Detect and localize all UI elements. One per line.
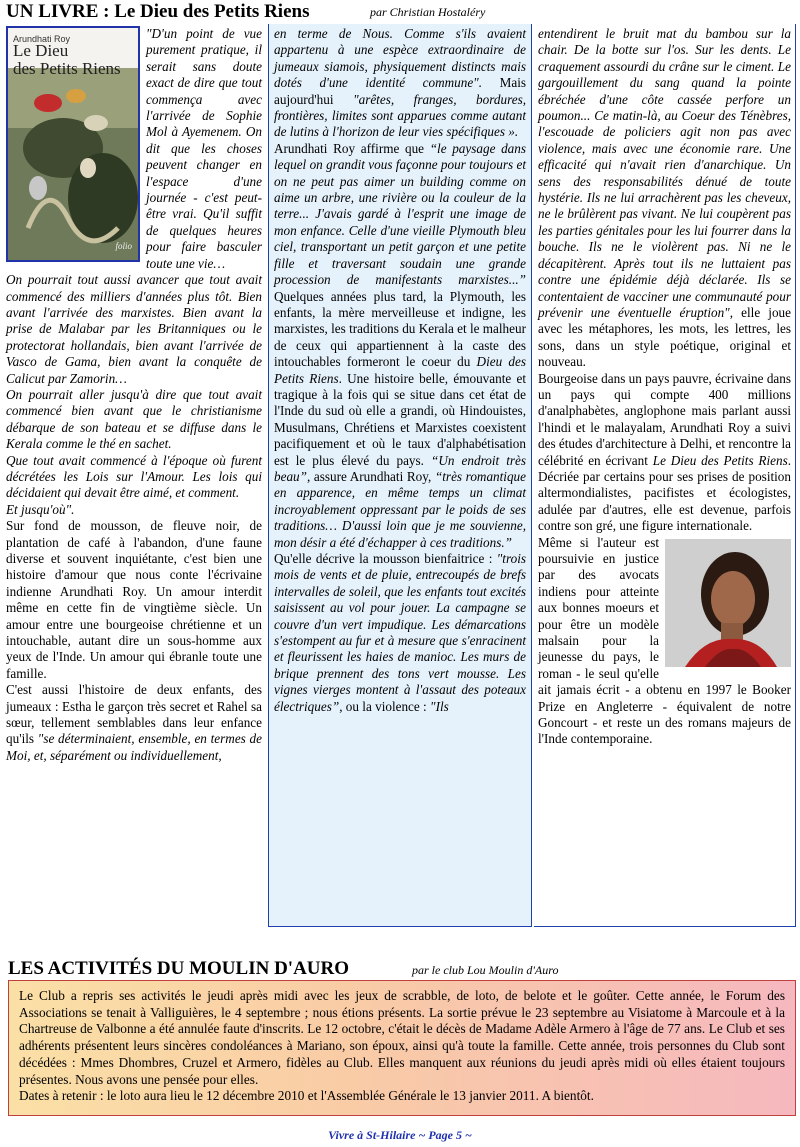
body-paragraph: Le Club a repris ses activités le jeudi après midi avec les jeux de scrabble, de loto, de belote et le goûter. Cette année, le Forum des Associations se tenait à Valliguières, le 4 septembre ; nous étions présents. La sortie prévue le 23 septembre au Visiatome à Marcoule et à la Chartreuse de Valbonne a été annulée faute d'inscrits. Le 12 octobre, c'était le décès de Madame Adèle Armero à l'âge de 77 ans. Le Club et ses adhérents présentent leurs sincères condoléances à Mariano, son époux, ainsi qu'à toute la famille. Cette année, trois personnes du Club sont décédées : Mmes Dhombres, Cruzel et Armero, fidèles au Club. Elles manquent aux réunions du jeudi après midi où elles étaient toujours présentes. Nous avons une pensée pour elles. [19,988,785,1087]
book-author: Arundhati Roy [13,34,71,44]
body-paragraph: Sur fond de mousson, de fleuve noir, de plantation de café à l'abandon, d'une faune diverse et souvent inquiétante, c'est bien une histoire d'amour que nous conte l'écrivaine indienne Arundhati Roy. Un amour interdit même en cette fin de vingtième siècle. Un amour entre une bourgeoise chrétienne et un intouchable, autant dire un sous-homme aux yeux de l'Inde. Un amour qui ébranle toute une famille. [6,518,262,681]
book-cover-image [6,26,140,262]
book-publisher: folio [115,240,132,251]
quote-paragraph: Et jusqu'où". [6,501,75,517]
body-paragraph: Bourgeoise dans un pays pauvre, écrivaine dans un pays qui compte 400 millions d'analphabètes, anglophone mais parlant aussi l'hindi et le malayalam, Arundhati Roy a suivi des études d'architecture à Delhi, et rencontre la célébrité en écrivant Le Dieu des Petits Riens. Décriée par certains pour ses prises de position altermondialistes, pacifistes et écologistes, adulée par d'autres, elle est devenue, parfois contre son gré, une figure internationale. [538,370,791,534]
quote-paragraph: On pourrait aller jusqu'à dire que tout avait commencé bien avant que le christianisme débarque de son bateau et se diffuse dans le Kerala comme le thé en sachet. [6,386,262,452]
article-title: UN LIVRE : Le Dieu des Petits Riens [6,1,310,22]
quote-paragraph: Que tout avait commencé à l'époque où furent décrétées les Lois sur l'Amour. Les lois qui décidaient qui devait être aimé, et comment. [6,452,262,501]
body-paragraph: C'est aussi l'histoire de deux enfants, des jumeaux : Estha le garçon très secret et Rahel sa sœur, tellement semblables dans leur enfance qu'ils "se déterminaient, ensemble, en termes de Moi, et, séparément ou individuellement, [6,682,262,763]
dates-paragraph: Dates à retenir : le loto aura lieu le 12 décembre 2010 et l'Assemblée Générale le 13 janvier 2011. A bientôt. [19,1088,594,1104]
body-paragraph: Qu'elle décrive la mousson bienfaitrice : "trois mois de vents et de pluie, entrecoupés de brefs intervalles de soleil, que les enfants tout excités saisissent au vol pour jouer. La campagne se couvre d'un vert impudique. Les démarcations s'estompent au fur et à mesure que s'enracinent et fleurissent les haies de manioc. Les murs de brique prennent des tons vert mousse. Les vignes vierges montent à l'assaut des poteaux électriques”, ou la violence : "Ils [274,551,526,714]
body-paragraph: entendirent le bruit mat du bambou sur la chair. De la botte sur l'os. Sur les dents. Le craquement assourdi du crâne sur le ciment. Le gargouillement du sang quand la pointe ébréchée d'une côte cassée perfore un poumon... Ce matin-là, au Coeur des Ténèbres, l'escouade de policiers agit non pas avec violence, mais avec une économie rare. Une efficacité qui n'avait rien d'anarchique. Un sens des responsabilités dénué de toute hystérie. Ils ne lui arrachèrent pas les cheveux, ne le brûlèrent pas vivant. Ne lui coupèrent pas les parties génitales pour les lui fourrer dans la bouche. Ils ne le violèrent pas. Ni ne le décapitèrent. Après tout ils ne luttaient pas contre une épidémie déjà déclarée. Ils se contentaient de vacciner une communauté pour prévenir une éventuelle éruption", elle joue avec les métaphores, les mots, les lettres, les sons, dans un style poétique, original et nouveau. [538,26,791,370]
article-column-2 [268,24,532,927]
article-byline: par Christian Hostaléry [370,5,486,19]
section-byline: par le club Lou Moulin d'Auro [412,963,559,977]
body-paragraph: Même si l'auteur est poursuivie en justice par des avocats indiens pour atteinte aux bonnes moeurs et pour être un modèle malsain pour la jeunesse du pays, le roman - le seul qu'elle ait jamais écrit - a obtenu en 1997 le Booker Prize en Angleterre - équivalent de notre Goncourt - et reste un des romans majeurs de l'Inde contemporaine. [538,534,791,747]
quote-paragraph: "D'un point de vue purement pratique, il serait sans doute exact de dire que tout commença avec l'arrivée de Sophie Mol à Ayemenem. On dit que les choses peuvent changer en l'espace d'une journée - c'est peut-être vrai. Qu'il suffit de quelques heures pour faire basculer toute une vie… [146,26,262,271]
body-paragraph: Arundhati Roy affirme que “le paysage dans lequel on grandit vous façonne pour toujours et on ne peut pas aimer un building comme on aime un arbre, une rivière ou la couleur de la terre... J'avais gardé à l'esprit une image de mon enfance. Celle d'une vieille Plymouth bleu ciel, transportant un petit garçon et une petite fille et traversant soudain une grande procession de manifestants marxistes...” Quelques années plus tard, la Plymouth, les enfants, la mère merveilleuse et indigne, les marxistes, les traditions du Kerala et le malheur de ceux qui appartiennent à la caste des intouchables formeront le coeur du Dieu des Petits Riens. Une histoire belle, émouvante et tragique à la fois qui se situe dans cet état de l'Inde du sud où elle a grandi, où Hindouistes, Musulmans, Chrétiens et Marxistes coexistent pacifiquement et où le taux d'alphabétisation est le plus élevé du pays. “Un endroit très beau”, assure Arundhati Roy, “très romantique en apparence, en même temps un climat incroyablement oppressant par le poids de ses traditions… D'aussi loin que je me souvienne, mon désir a été d'échapper à ces traditions.” [274,140,527,550]
book-title: Le Dieu des Petits Riens [13,41,121,78]
club-activities-box [8,980,796,1116]
author-portrait-image [665,539,791,667]
article-column-3 [534,24,796,927]
section-title: LES ACTIVITÉS DU MOULIN D'AURO [8,958,350,979]
page-footer: Vivre à St-Hilaire ~ Page 5 ~ [328,1128,472,1142]
quote-paragraph: On pourrait tout aussi avancer que tout avait commencé des milliers d'années plus tôt. Bien avant l'arrivée des marxistes. Bien avant la prise de Malabar par les Britanniques ou le protectorat hollandais, bien avant l'arrivée de Vasco de Gama, bien avant la conquête de Calicut par Zamorin… [6,272,262,386]
article-column-1 [4,24,264,927]
body-paragraph: en terme de Nous. Comme s'ils avaient appartenu à une espèce extraordinaire de jumeaux siamois, physiquement distincts mais dotés d'une identité commune". Mais aujourd'hui "arêtes, franges, bordures, frontières, limites sont apparues comme autant de lutins à l'horizon de leur vies spécifiques ». [274,26,526,140]
